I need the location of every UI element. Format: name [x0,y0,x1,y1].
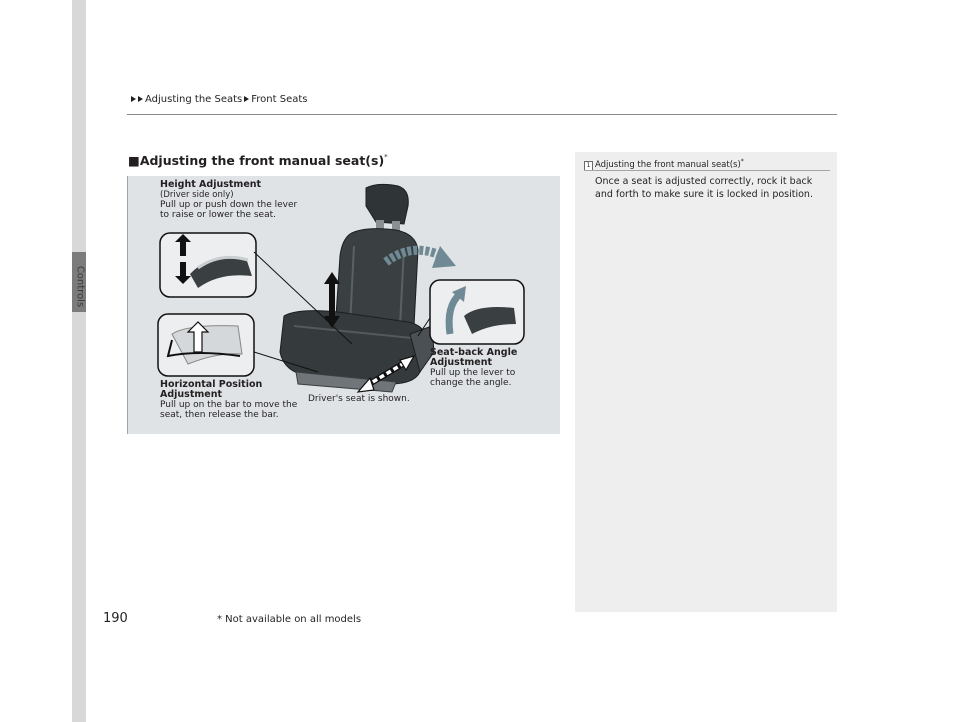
height-adjustment-line1: Pull up or push down the lever [160,200,298,210]
section-heading-text: Adjusting the front manual seat(s) [139,153,385,168]
seatback-lever-inset [430,280,524,344]
note-rule [584,170,830,171]
seat-illustration [127,176,560,434]
height-adjustment-note: (Driver side only) [160,190,234,200]
height-adjustment-title: Height Adjustment [160,179,262,190]
seatback-angle-line2: change the angle. [430,378,512,388]
horizontal-position-label [160,380,297,420]
note-asterisk[interactable]: * [740,158,744,165]
breadcrumb-arrow-icon [131,96,136,102]
breadcrumb-item-front-seats[interactable]: Front Seats [251,94,308,105]
height-lever-inset [160,233,256,297]
note-panel [575,152,837,612]
height-adjustment-label [160,180,297,220]
seatback-angle-title2: Adjustment [430,357,493,368]
footnote: * Not available on all models [217,614,362,625]
caption: Driver's seat is shown. [308,394,410,404]
breadcrumb [131,94,308,105]
breadcrumb-arrow-icon [138,96,143,102]
horizontal-position-line2: seat, then release the bar. [160,410,279,420]
horizontal-position-title1: Horizontal Position [160,379,263,390]
note-body: Once a seat is adjusted correctly, rock it back and forth to make sure it is locked in position. [595,176,813,200]
horizontal-bar-inset [158,314,254,376]
horizontal-position-line1: Pull up on the bar to move the [160,400,298,410]
breadcrumb-item-adjusting-seats[interactable]: Adjusting the Seats [145,94,243,105]
note-marker-icon: 1 [584,161,593,171]
asterisk-mark[interactable]: * [384,153,388,161]
horizontal-position-title2: Adjustment [160,389,223,400]
side-tab [72,0,86,722]
note-title-text: Adjusting the front manual seat(s) [595,160,741,170]
breadcrumb-arrow-icon [244,96,249,102]
seatback-angle-label [430,348,517,388]
page-number: 190 [103,611,128,626]
header-rule [127,114,837,115]
height-adjustment-line2: to raise or lower the seat. [160,210,276,220]
square-bullet-icon: ■ [128,153,140,168]
seatback-angle-title1: Seat-back Angle [430,347,518,358]
seatback-angle-line1: Pull up the lever to [430,368,516,378]
side-tab-label: Controls [74,265,86,308]
section-heading [128,153,388,168]
